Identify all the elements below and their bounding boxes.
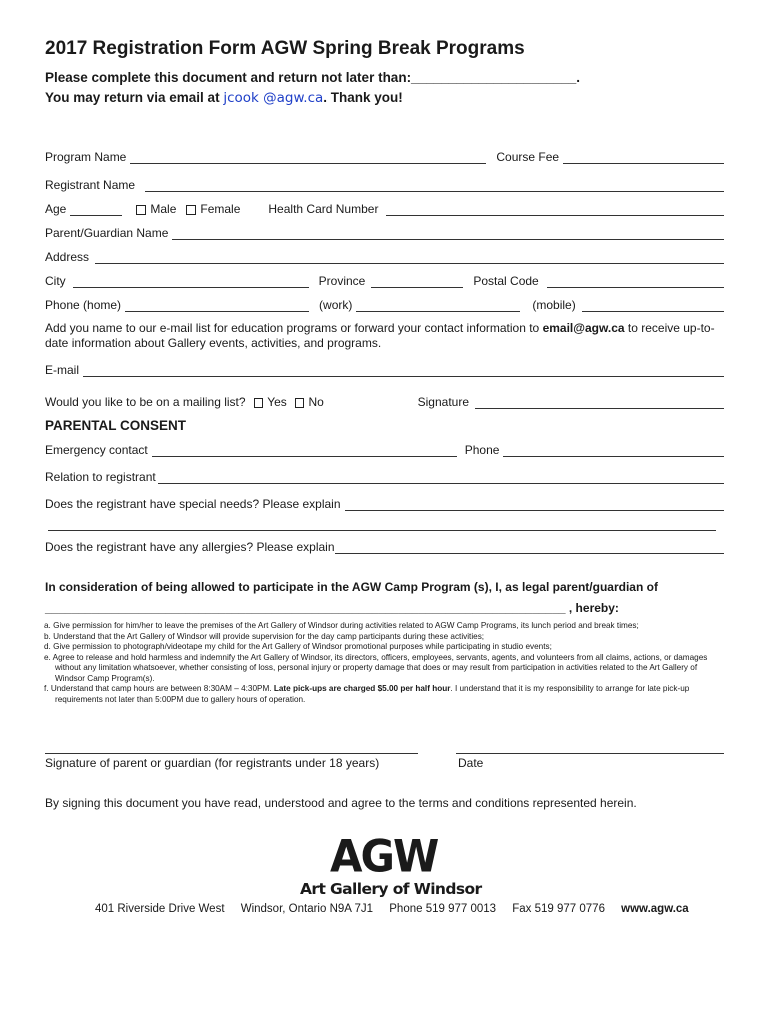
address-row	[45, 248, 724, 264]
consent-terms	[44, 621, 728, 705]
mailing-no-checkbox[interactable]	[295, 398, 305, 408]
hereby-line[interactable]: ______________________________________________________________________________ , hereby:	[45, 601, 619, 615]
allergies-field[interactable]	[335, 541, 724, 554]
city-row	[45, 272, 724, 288]
footer-phone: Phone 519 977 0013	[389, 903, 497, 915]
guardian-row	[45, 224, 724, 240]
email-list-pre: Add you name to our e-mail list for education programs or forward your contact information to	[45, 321, 543, 335]
late-pickup-fee: Late pick-ups are charged $5.00 per half hour	[273, 684, 451, 693]
age-label: Age	[45, 202, 67, 216]
mailing-list-label: Would you like to be on a mailing list?	[45, 395, 246, 409]
guardian-name-label: Parent/Guardian Name	[45, 226, 169, 240]
province-label: Province	[318, 274, 366, 288]
email-label: E-mail	[45, 363, 80, 377]
city-label: City	[45, 274, 66, 288]
guardian-signature-line[interactable]	[45, 752, 418, 754]
registrant-row	[45, 176, 724, 192]
phone-row	[45, 296, 724, 312]
term-b: b. Understand that the Art Gallery of Windsor will provide supervision for the day camp participants during these activities;	[44, 631, 485, 641]
guardian-signature-label: Signature of parent or guardian (for registrants under 18 years)	[45, 756, 380, 770]
footer-website-link[interactable]: www.agw.ca	[621, 903, 689, 915]
work-phone-field[interactable]	[356, 299, 520, 312]
footer-fax: Fax 519 977 0776	[512, 903, 605, 915]
program-name-field[interactable]	[130, 151, 486, 164]
male-label: Male	[150, 202, 177, 216]
special-needs-field[interactable]	[345, 498, 724, 511]
form-title: 2017 Registration Form AGW Spring Break Programs	[45, 38, 525, 59]
phone-home-label: Phone (home)	[45, 298, 122, 312]
program-row	[45, 148, 724, 164]
address-field[interactable]	[95, 251, 724, 264]
term-f-post: . I understand that it is my responsibility to arrange for late pick-up requirements not later than 5:00PM due to gallery hours of operation.	[55, 684, 690, 704]
male-checkbox[interactable]	[136, 205, 146, 215]
term-f-pre: f. Understand that camp hours are between 8:30AM – 4:30PM.	[44, 684, 274, 693]
emergency-contact-field[interactable]	[152, 444, 457, 457]
email-field[interactable]	[83, 364, 724, 377]
return-instructions	[45, 90, 403, 106]
allergies-label: Does the registrant have any allergies? Please explain	[45, 540, 335, 554]
phone-home-field[interactable]	[125, 299, 309, 312]
footer-contact	[95, 903, 689, 915]
footer-city: Windsor, Ontario N9A 7J1	[240, 903, 374, 915]
return-prefix: You may return via email at	[45, 90, 224, 105]
registrant-name-label: Registrant Name	[45, 178, 136, 192]
special-needs-label: Does the registrant have special needs? Please explain	[45, 497, 341, 511]
province-field[interactable]	[371, 275, 463, 288]
email-list-note	[45, 321, 725, 351]
parental-consent-heading: PARENTAL CONSENT	[45, 418, 187, 433]
signature-label: Signature	[417, 395, 470, 409]
address-label: Address	[45, 250, 90, 264]
return-suffix: . Thank you!	[323, 90, 403, 105]
health-card-field[interactable]	[386, 203, 724, 216]
course-fee-label: Course Fee	[496, 150, 560, 164]
mailing-no-label: No	[308, 395, 324, 409]
signature-field[interactable]	[475, 396, 724, 409]
agw-logo-mark: AGW	[330, 830, 438, 883]
emergency-contact-label: Emergency contact	[45, 443, 148, 457]
email-row	[45, 361, 724, 377]
registrant-name-field[interactable]	[145, 179, 724, 192]
female-label: Female	[200, 202, 241, 216]
health-card-label: Health Card Number	[268, 202, 379, 216]
guardian-name-field[interactable]	[172, 227, 724, 240]
consideration-statement: In consideration of being allowed to participate in the AGW Camp Program (s), I, as legal parent/guardian of	[45, 580, 658, 594]
relation-row	[45, 468, 724, 484]
course-fee-field[interactable]	[563, 151, 724, 164]
term-f	[44, 684, 728, 705]
relation-field[interactable]	[158, 471, 724, 484]
footer-address: 401 Riverside Drive West	[95, 903, 225, 915]
agreement-statement: By signing this document you have read, understood and agree to the terms and conditions represented herein.	[45, 796, 637, 810]
postal-code-label: Postal Code	[473, 274, 539, 288]
mailing-yes-label: Yes	[267, 395, 287, 409]
date-label: Date	[458, 756, 484, 770]
mailing-yes-checkbox[interactable]	[254, 398, 264, 408]
return-deadline: Please complete this document and return not later than:______________________.	[45, 70, 580, 85]
female-checkbox[interactable]	[186, 205, 196, 215]
postal-code-field[interactable]	[547, 275, 724, 288]
mobile-phone-field[interactable]	[582, 299, 724, 312]
email-list-address[interactable]: email@agw.ca	[542, 321, 625, 335]
special-needs-field-continued[interactable]	[48, 529, 716, 531]
contact-email-link[interactable]: jcook @agw.ca	[223, 90, 324, 106]
agw-logo-name: Art Gallery of Windsor	[300, 880, 482, 898]
mobile-label: (mobile)	[532, 298, 576, 312]
age-field[interactable]	[70, 203, 122, 216]
emergency-row	[45, 441, 724, 457]
term-a: a. Give permission for him/her to leave the premises of the Art Gallery of Windsor during activities related to AGW Camp Programs, its lunch period and break times;	[44, 621, 639, 630]
relation-label: Relation to registrant	[45, 470, 156, 484]
special-needs-row	[45, 495, 724, 511]
mailing-list-row	[45, 393, 724, 409]
age-row	[45, 200, 724, 216]
program-name-label: Program Name	[45, 150, 127, 164]
email-list-post: to receive up-to-date information about Gallery events, activities, and programs.	[45, 321, 715, 350]
allergies-row	[45, 538, 724, 554]
work-label: (work)	[319, 298, 353, 312]
term-e: e. Agree to release and hold harmless and indemnify the Art Gallery of Windsor, its directors, officers, employees, servants, agents, and volunteers from all claims, actions, or damages without any limitation whatsoever, whether consisting of loss, personal injury or property damage that does or may result from participation in activities related to the Art Gallery of Windsor Camp Program(s).	[44, 652, 708, 683]
city-field[interactable]	[73, 275, 309, 288]
emergency-phone-field[interactable]	[503, 444, 724, 457]
date-line[interactable]	[456, 752, 724, 754]
emergency-phone-label: Phone	[464, 443, 500, 457]
term-d: d. Give permission to photograph/videotape my child for the Art Gallery of Windsor promotional purposes while participating in studio events;	[44, 642, 552, 651]
